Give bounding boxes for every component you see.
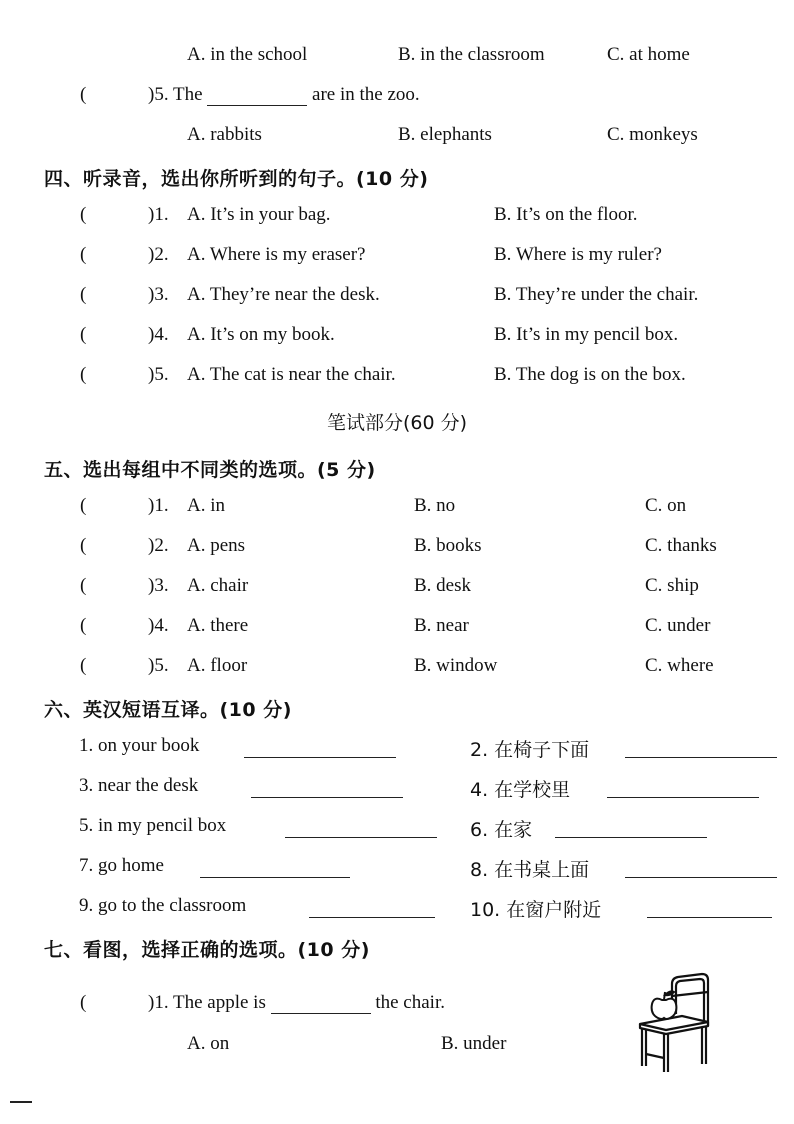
answer-paren: (: [80, 204, 87, 225]
option-b: B. Where is my ruler?: [494, 244, 662, 265]
answer-paren: (: [80, 284, 87, 305]
question-number: )1.: [148, 204, 169, 225]
s7-q1-after: the chair.: [375, 992, 445, 1013]
q5-answer-blank[interactable]: [207, 85, 307, 106]
s7-q1-answer-blank[interactable]: [271, 993, 371, 1014]
answer-blank[interactable]: [309, 897, 435, 918]
phrase-chinese: 8. 在书桌上面: [470, 859, 590, 881]
option-b: B. They’re under the chair.: [494, 284, 699, 305]
phrase-chinese: 10. 在窗户附近: [470, 899, 602, 921]
question-number: )5.: [148, 655, 169, 676]
section4-title: 四、听录音，选出你所听到的句子。(10 分): [44, 168, 429, 190]
option-b: B. books: [414, 535, 482, 556]
section6-title: 六、英汉短语互译。(10 分): [44, 699, 292, 721]
answer-blank[interactable]: [647, 897, 772, 918]
answer-blank[interactable]: [607, 777, 759, 798]
answer-blank[interactable]: [555, 817, 707, 838]
answer-blank[interactable]: [285, 817, 437, 838]
s7-q1-option-a: A. on: [187, 1033, 230, 1054]
answer-paren: (: [80, 244, 87, 265]
option-a: A. It’s on my book.: [187, 324, 335, 345]
question-number: )4.: [148, 615, 169, 636]
option-b: B. no: [414, 495, 456, 516]
option-a: A. The cat is near the chair.: [187, 364, 396, 385]
q5-num: )5. The: [148, 84, 203, 105]
option-c: C. where: [645, 655, 714, 676]
written-part-title: 笔试部分(60 分): [326, 412, 468, 434]
answer-paren: (: [80, 495, 87, 516]
option-b: B. window: [414, 655, 498, 676]
answer-paren: (: [80, 615, 87, 636]
option-a: A. in: [187, 495, 225, 516]
phrase-chinese: 2. 在椅子下面: [470, 739, 590, 761]
option-a: A. It’s in your bag.: [187, 204, 331, 225]
option-a: A. They’re near the desk.: [187, 284, 380, 305]
phrase-english: 1. on your book: [79, 735, 200, 756]
q5-option-b: B. elephants: [398, 124, 492, 145]
option-c: C. under: [645, 615, 711, 636]
option-a: A. chair: [187, 575, 249, 596]
phrase-english: 3. near the desk: [79, 775, 199, 796]
q4-option-a: A. in the school: [187, 44, 308, 65]
option-a: A. floor: [187, 655, 248, 676]
q5-paren: (: [80, 84, 87, 105]
option-a: A. pens: [187, 535, 246, 556]
q4-option-c: C. at home: [607, 44, 690, 65]
option-b: B. It’s in my pencil box.: [494, 324, 679, 345]
option-b: B. The dog is on the box.: [494, 364, 686, 385]
question-number: )5.: [148, 364, 169, 385]
phrase-chinese: 4. 在学校里: [470, 779, 571, 801]
section7-title: 七、看图，选择正确的选项。(10 分): [44, 939, 370, 961]
s7-q1-stem: [148, 992, 445, 1014]
chair-with-apple-illustration: [632, 970, 712, 1074]
option-b: B. near: [414, 615, 469, 636]
option-b: B. It’s on the floor.: [494, 204, 638, 225]
section5-title: 五、选出每组中不同类的选项。(5 分): [44, 459, 376, 481]
page-corner-mark: [10, 1101, 32, 1103]
q4-option-b: B. in the classroom: [398, 44, 545, 65]
q5-after: are in the zoo.: [312, 84, 420, 105]
answer-paren: (: [80, 324, 87, 345]
s7-q1-paren: (: [80, 992, 87, 1013]
q5-stem: [148, 84, 420, 106]
option-a: A. Where is my eraser?: [187, 244, 366, 265]
q5-option-a: A. rabbits: [187, 124, 262, 145]
answer-blank[interactable]: [625, 857, 777, 878]
phrase-chinese: 6. 在家: [470, 819, 533, 841]
phrase-english: 7. go home: [79, 855, 164, 876]
option-c: C. thanks: [645, 535, 717, 556]
answer-blank[interactable]: [251, 777, 403, 798]
option-c: C. ship: [645, 575, 699, 596]
option-a: A. there: [187, 615, 249, 636]
question-number: )4.: [148, 324, 169, 345]
s7-q1-option-b: B. under: [441, 1033, 507, 1054]
option-c: C. on: [645, 495, 687, 516]
phrase-english: 5. in my pencil box: [79, 815, 227, 836]
question-number: )1.: [148, 495, 169, 516]
question-number: )2.: [148, 244, 169, 265]
answer-paren: (: [80, 535, 87, 556]
q5-option-c: C. monkeys: [607, 124, 698, 145]
s7-q1-num: )1. The apple is: [148, 992, 266, 1013]
answer-blank[interactable]: [200, 857, 350, 878]
question-number: )3.: [148, 284, 169, 305]
question-number: )2.: [148, 535, 169, 556]
answer-paren: (: [80, 575, 87, 596]
answer-paren: (: [80, 655, 87, 676]
answer-blank[interactable]: [244, 737, 396, 758]
question-number: )3.: [148, 575, 169, 596]
phrase-english: 9. go to the classroom: [79, 895, 247, 916]
answer-blank[interactable]: [625, 737, 777, 758]
answer-paren: (: [80, 364, 87, 385]
option-b: B. desk: [414, 575, 471, 596]
